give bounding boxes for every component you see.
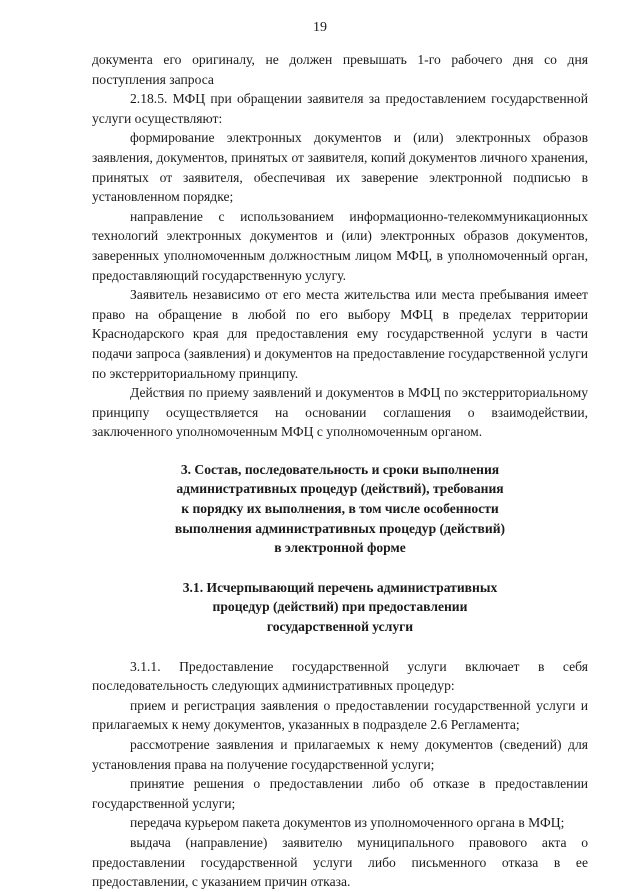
- paragraph: направление с использованием информационно-телекоммуникационных технологий электронных документов и (или) электронных образов документов, заверенных уполномоченным должностным лицом МФЦ, в уполномоченный орган, предоставляющий государственную услугу.: [92, 208, 588, 283]
- heading-line: административных процедур (действий), требования: [176, 481, 504, 497]
- heading-line: 3. Состав, последовательность и сроки выполнения: [180, 461, 500, 477]
- paragraphs-bottom: [92, 657, 588, 892]
- paragraph: принятие решения о предоставлении либо об отказе в предоставлении государственной услуги;: [92, 776, 588, 811]
- paragraph: 2.18.5. МФЦ при обращении заявителя за предоставлением государственной услуги осуществляют:: [92, 91, 588, 126]
- paragraph: рассмотрение заявления и прилагаемых к нему документов (сведений) для установления права на получение государственной услуги;: [92, 737, 588, 772]
- heading-line: 3.1. Исчерпывающий перечень административных: [182, 579, 498, 595]
- paragraph: выдача (направление) заявителю муниципального правового акта о предоставлении государственной услуги либо письменного отказа в ее предоставлении, с указанием причин отказа.: [92, 834, 588, 890]
- paragraphs-top: [92, 50, 588, 442]
- paragraph: передача курьером пакета документов из уполномоченного органа в МФЦ;: [130, 815, 565, 831]
- heading-line: процедур (действий) при предоставлении: [212, 599, 468, 615]
- paragraph: прием и регистрация заявления о предоставлении государственной услуги и прилагаемых к нему документов, указанных в подразделе 2.6 Регламента;: [92, 697, 588, 733]
- section-3-1-heading: [92, 578, 588, 637]
- page-number: 19: [313, 20, 327, 35]
- document-body: [92, 50, 588, 892]
- paragraph: 3.1.1. Предоставление государственной услуги включает в себя последовательность следующих административных процедур:: [92, 658, 588, 694]
- section-3-heading: [92, 460, 588, 558]
- paragraph: формирование электронных документов и (или) электронных образов заявления, документов, принятых от заявителя, копий документов личного хранения, принятых от заявителя, обеспечивая их заверение электронной подписью в установленном порядке;: [92, 130, 588, 205]
- heading-line: в электронной форме: [274, 540, 406, 556]
- heading-line: выполнения административных процедур (действий): [174, 520, 506, 536]
- paragraph: Действия по приему заявлений и документов в МФЦ по экстерриториальному принципу осуществляется на основании соглашения о взаимодействии, заключенного уполномоченным МФЦ с уполномоченным органом.: [92, 385, 588, 440]
- paragraph: документа его оригиналу, не должен превышать 1-го рабочего дня со дня поступления запроса: [92, 52, 588, 87]
- heading-line: государственной услуги: [266, 619, 414, 635]
- paragraph: Заявитель независимо от его места жительства или места пребывания имеет право на обращение в любой по его выбору МФЦ в пределах территории Краснодарского края для предоставления ему государственной услуги в части подачи запроса (заявления) и документов на предоставление государственной услуги по экстерриториальному принципу.: [92, 287, 588, 381]
- heading-line: к порядку их выполнения, в том числе особенности: [181, 501, 499, 517]
